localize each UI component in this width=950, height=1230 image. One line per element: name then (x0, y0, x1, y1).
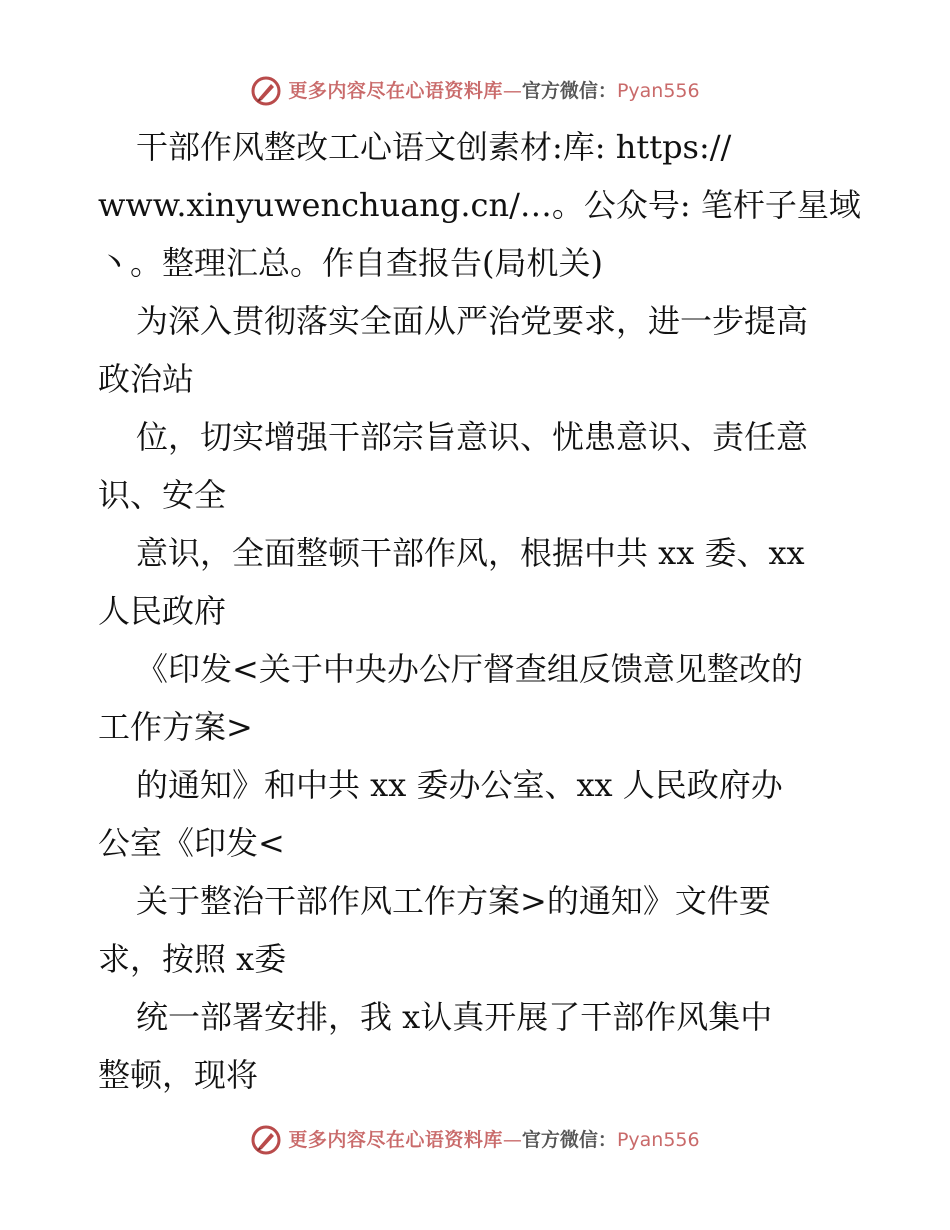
pen-logo-icon (250, 75, 282, 107)
footer-banner (0, 1120, 950, 1160)
body-line: www.xinyuwenchuang.cn/…。公众号: 笔杆子星域 (98, 186, 861, 224)
body-line: 工作方案> (98, 708, 253, 746)
banner-label: 官方微信： (521, 1128, 617, 1151)
banner-text: 更多内容尽在心语资料库 (288, 1128, 503, 1151)
body-line: 公室《印发< (98, 824, 285, 862)
body-line: 识、安全 (98, 476, 227, 514)
body-line: 丶。整理汇总。作自查报告(局机关) (98, 244, 603, 282)
banner-text: 更多内容尽在心语资料库 (288, 79, 503, 102)
body-line: 干部作风整改工心语文创素材:库: https:// (136, 128, 732, 166)
body-line: 整顿，现将 (98, 1056, 259, 1094)
body-line: 统一部署安排，我 x认真开展了干部作风集中 (136, 998, 773, 1036)
body-line: 关于整治干部作风工作方案>的通知》文件要 (136, 882, 771, 920)
banner-dash: — (502, 79, 522, 102)
document-body (98, 118, 861, 1104)
banner-wechat-id: Pyan556 (616, 79, 700, 102)
body-line: 求，按照 x委 (98, 940, 287, 978)
pen-logo-icon (250, 1124, 282, 1156)
banner-label: 官方微信： (521, 79, 617, 102)
body-line: 为深入贯彻落实全面从严治党要求，进一步提高 (136, 302, 809, 340)
banner-wechat-id: Pyan556 (616, 1128, 700, 1151)
body-line: 政治站 (98, 360, 195, 398)
body-line: 人民政府 (98, 592, 227, 630)
body-line: 的通知》和中共 xx 委办公室、xx 人民政府办 (136, 766, 783, 804)
banner-dash: — (502, 1128, 522, 1151)
body-line: 《印发<关于中央办公厅督查组反馈意见整改的 (136, 650, 803, 688)
body-line: 意识，全面整顿干部作风，根据中共 xx 委、xx (136, 534, 805, 572)
header-banner (0, 71, 950, 111)
body-line: 位，切实增强干部宗旨意识、忧患意识、责任意 (136, 418, 809, 456)
